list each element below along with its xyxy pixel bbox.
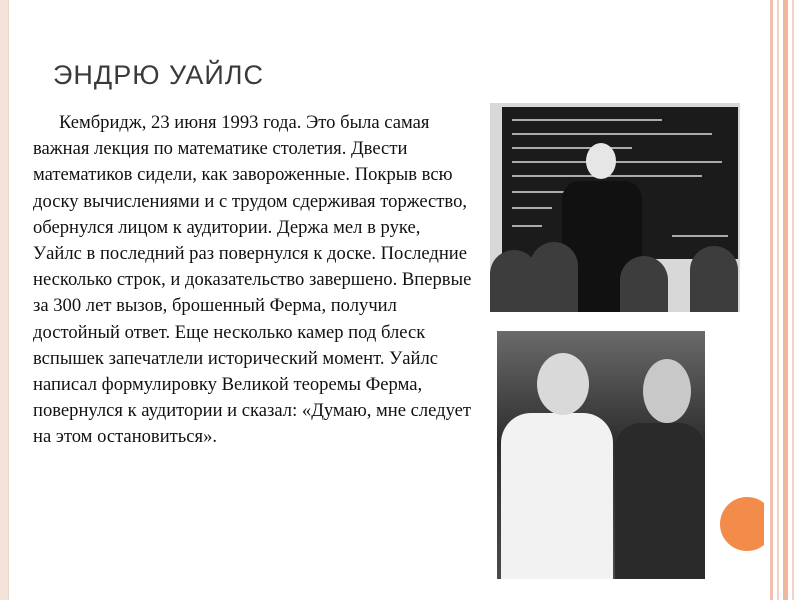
lecture-photo — [490, 103, 740, 312]
left-border-decoration — [0, 0, 8, 600]
portrait-photo — [497, 331, 705, 579]
lecturer-figure — [586, 143, 616, 179]
slide-title: ЭНДРЮ УАЙЛС — [53, 60, 264, 90]
slide-content — [8, 0, 765, 600]
right-border-decoration — [764, 0, 800, 600]
right-man-figure — [643, 359, 691, 423]
left-man-figure — [537, 353, 589, 415]
slide-paragraph: Кембридж, 23 июня 1993 года. Это была самая важная лекция по математике столетия. Двести математиков сидели, как завороженные. Покрыв всю доску вычислениями и с трудом сдерживая торжество, обернулся лицом к аудитории. Держа мел в руке, Уайлс в последний раз повернулся к доске. Последние несколько строк, и доказательство завершено. Впервые за 300 лет вызов, брошенный Ферма, получил достойный ответ. Еще несколько камер под блеск вспышек запечатлели исторический момент. Уайлс написал формулировку Великой теоремы Ферма, повернулся к аудитории и сказал: «Думаю, мне следует на этом остановиться». — [33, 112, 472, 448]
